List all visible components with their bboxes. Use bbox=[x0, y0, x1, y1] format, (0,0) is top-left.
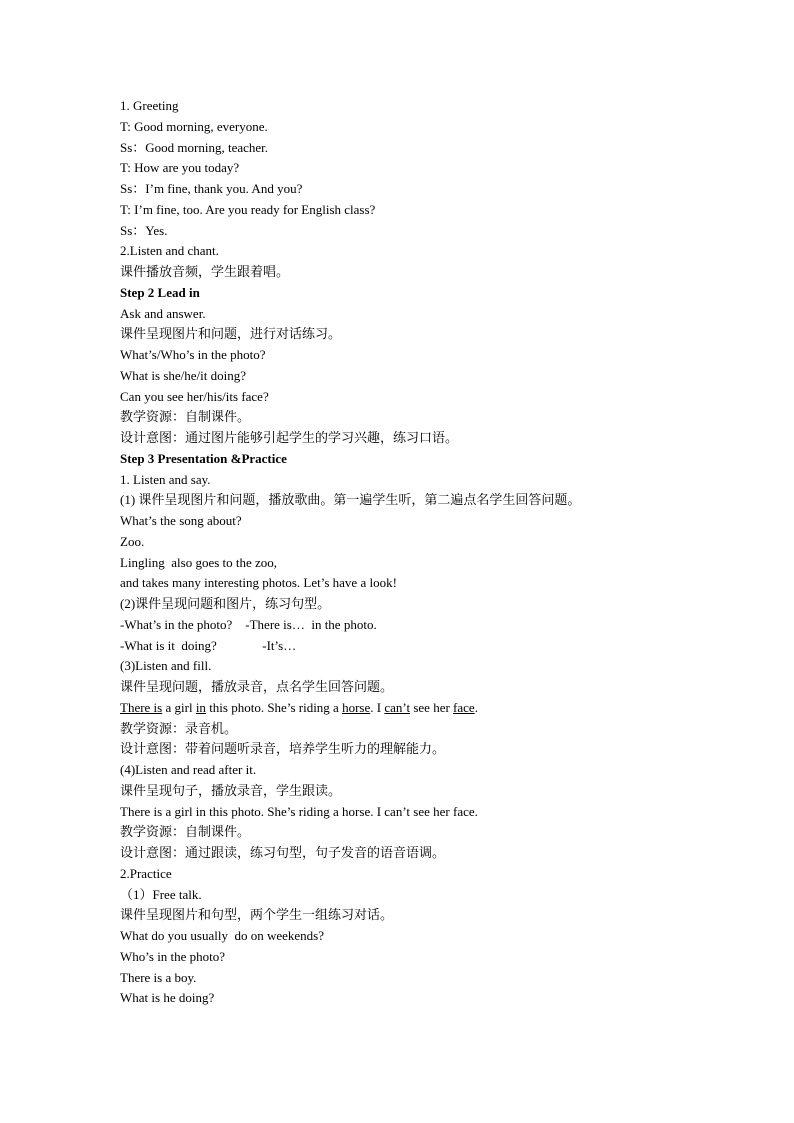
text-line: 设计意图：通过跟读，练习句型，句子发音的语音语调。 bbox=[120, 845, 446, 860]
text-line: 课件播放音频，学生跟着唱。 bbox=[120, 264, 290, 279]
text-line: 1. Listen and say. bbox=[120, 471, 211, 487]
text-segment: this photo. She’s riding a bbox=[205, 699, 343, 715]
underlined-answer: face bbox=[453, 699, 475, 715]
text-line: Ss：Yes. bbox=[120, 222, 168, 238]
text-line: 2.Listen and chant. bbox=[120, 243, 219, 259]
text-line: What is she/he/it doing? bbox=[120, 367, 247, 383]
lesson-plan-document bbox=[120, 96, 740, 1009]
text-line: T: I’m fine, too. Are you ready for English class? bbox=[120, 201, 376, 217]
text-line: 课件呈现图片和问题，进行对话练习。 bbox=[120, 326, 342, 342]
text-segment: a girl bbox=[162, 699, 196, 715]
text-line: What’s the song about? bbox=[120, 513, 242, 528]
text-line: 设计意图：通过图片能够引起学生的学习兴趣，练习口语。 bbox=[120, 430, 459, 445]
section-heading: Step 3 Presentation &Practice bbox=[120, 450, 287, 466]
underlined-answer: There is bbox=[120, 699, 163, 715]
text-line: Ss：I’m fine, thank you. And you? bbox=[120, 181, 303, 196]
text-line: There is a boy. bbox=[120, 969, 197, 985]
text-line: and takes many interesting photos. Let’s have a look! bbox=[120, 575, 397, 591]
text-line: 课件呈现句子，播放录音，学生跟读。 bbox=[120, 782, 342, 798]
underlined-answer: horse bbox=[342, 699, 371, 715]
text-line: There is a girl in this photo. She’s riding a horse. I can’t see her face. bbox=[120, 803, 478, 819]
text-line: 教学资源：录音机。 bbox=[120, 720, 238, 736]
underlined-answer: in bbox=[195, 699, 206, 715]
text-segment: . I bbox=[370, 699, 385, 715]
text-line: (4)Listen and read after it. bbox=[120, 762, 257, 777]
text-line: Ask and answer. bbox=[120, 305, 206, 321]
text-line: Lingling also goes to the zoo, bbox=[120, 554, 278, 570]
text-line bbox=[120, 698, 740, 719]
text-line: Can you see her/his/its face? bbox=[120, 388, 269, 404]
text-line: 设计意图：带着问题听录音，培养学生听力的理解能力。 bbox=[120, 741, 446, 757]
text-segment: see her bbox=[410, 699, 454, 715]
text-segment: . bbox=[474, 699, 478, 715]
text-line: (2)课件呈现问题和图片，练习句型。 bbox=[120, 596, 331, 611]
underlined-answer: can’t bbox=[384, 699, 411, 715]
text-line: Who’s in the photo? bbox=[120, 948, 226, 964]
text-line: -What is it doing? -It’s… bbox=[120, 637, 297, 653]
text-line: What is he doing? bbox=[120, 990, 215, 1006]
text-line: -What’s in the photo? -There is… in the photo. bbox=[120, 616, 377, 632]
text-line: Zoo. bbox=[120, 533, 145, 549]
text-line: What’s/Who’s in the photo? bbox=[120, 347, 266, 362]
text-line: What do you usually do on weekends? bbox=[120, 928, 324, 943]
text-line: (3)Listen and fill. bbox=[120, 658, 212, 674]
text-line: T: How are you today? bbox=[120, 160, 240, 176]
text-line: 课件呈现图片和句型，两个学生一组练习对话。 bbox=[120, 907, 394, 923]
text-line: 教学资源：自制课件。 bbox=[120, 824, 251, 840]
text-line: （1）Free talk. bbox=[120, 886, 202, 902]
text-line: Ss：Good morning, teacher. bbox=[120, 139, 269, 155]
text-line: 1. Greeting bbox=[120, 98, 179, 113]
text-line: T: Good morning, everyone. bbox=[120, 118, 268, 134]
text-line: (1) 课件呈现图片和问题，播放歌曲。第一遍学生听，第二遍点名学生回答问题。 bbox=[120, 492, 581, 508]
text-line: 2.Practice bbox=[120, 865, 172, 881]
text-line: 教学资源：自制课件。 bbox=[120, 409, 251, 425]
text-line: 课件呈现问题，播放录音，点名学生回答问题。 bbox=[120, 679, 394, 694]
section-heading: Step 2 Lead in bbox=[120, 284, 200, 300]
